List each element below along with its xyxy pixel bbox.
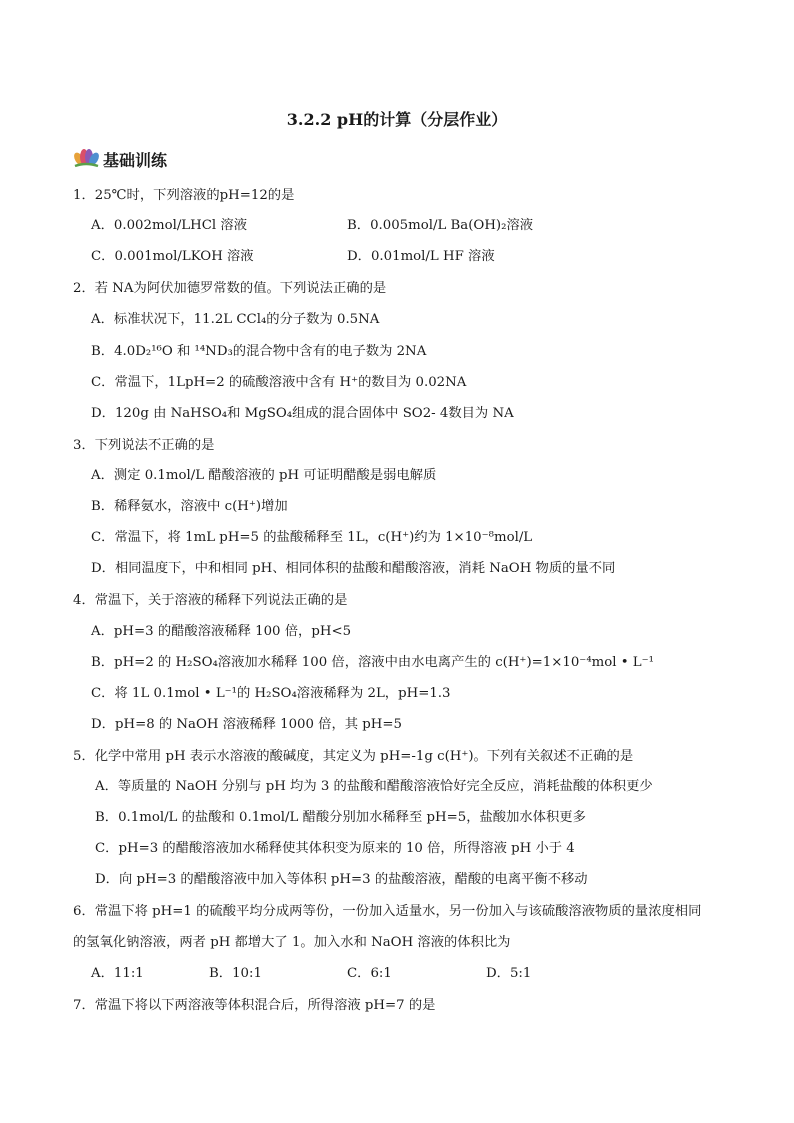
question-1-option-b: B．0.005mol/L Ba(OH)₂溶液 [347, 218, 534, 233]
question-6-option-c: C．6:1 [347, 966, 392, 981]
question-3-option-a: A．测定 0.1mol/L 醋酸溶液的 pH 可证明醋酸是弱电解质 [91, 468, 437, 483]
question-2-option-a: A．标准状况下，11.2L CCl₄的分子数为 0.5NA [91, 312, 380, 327]
question-2-option-b: B．4.0D₂¹⁶O 和 ¹⁴ND₃的混合物中含有的电子数为 2NA [91, 344, 427, 359]
question-4-option-c: C．将 1L 0.1mol • L⁻¹的 H₂SO₄溶液稀释为 2L，pH=1.3 [91, 686, 451, 701]
question-5-option-d: D．向 pH=3 的醋酸溶液中加入等体积 pH=3 的盐酸溶液，醋酸的电离平衡不移动 [95, 872, 588, 887]
question-5-option-c: C．pH=3 的醋酸溶液加水稀释使其体积变为原来的 10 倍，所得溶液 pH 小于 4 [95, 841, 575, 856]
section-label: 基础训练 [103, 150, 168, 170]
question-5-option-b: B．0.1mol/L 的盐酸和 0.1mol/L 醋酸分别加水稀释至 pH=5，盐酸加水体积更多 [95, 810, 586, 825]
question-4-option-b: B．pH=2 的 H₂SO₄溶液加水稀释 100 倍，溶液中由水电离产生的 c(H⁺)=1×10⁻⁴mol • L⁻¹ [91, 655, 654, 670]
question-6-stem-line-1: 6．常温下将 pH=1 的硫酸平均分成两等份，一份加入适量水，另一份加入与该硫酸溶液物质的量浓度相同 [73, 904, 702, 919]
question-3-option-d: D．相同温度下，中和相同 pH、相同体积的盐酸和醋酸溶液，消耗 NaOH 物质的量不同 [91, 561, 616, 576]
question-1-option-c: C．0.001mol/LKOH 溶液 [91, 249, 254, 264]
question-4-stem: 4．常温下，关于溶液的稀释下列说法正确的是 [73, 593, 348, 608]
question-5-stem: 5．化学中常用 pH 表示水溶液的酸碱度，其定义为 pH=-1g c(H⁺)。下列有关叙述不正确的是 [73, 749, 634, 764]
question-1-stem: 1．25℃时，下列溶液的pH=12的是 [73, 188, 295, 203]
question-3-option-c: C．常温下，将 1mL pH=5 的盐酸稀释至 1L，c(H⁺)约为 1×10⁻⁸mol/L [91, 530, 533, 545]
question-2-option-c: C．常温下，1LpH=2 的硫酸溶液中含有 H⁺的数目为 0.02NA [91, 375, 467, 390]
question-6-option-d: D．5:1 [486, 966, 532, 981]
question-1-option-d: D．0.01mol/L HF 溶液 [347, 249, 495, 264]
question-2-option-d: D．120g 由 NaHSO₄和 MgSO₄组成的混合固体中 SO2- 4数目为 NA [91, 406, 514, 421]
question-4-option-a: A．pH=3 的醋酸溶液稀释 100 倍，pH<5 [91, 624, 352, 639]
question-6-option-a: A．11:1 [91, 966, 144, 981]
question-3-stem: 3．下列说法不正确的是 [73, 438, 215, 453]
section-header [73, 146, 167, 172]
question-7-stem: 7．常温下将以下两溶液等体积混合后，所得溶液 pH=7 的是 [73, 998, 436, 1013]
question-5-option-a: A．等质量的 NaOH 分别与 pH 均为 3 的盐酸和醋酸溶液恰好完全反应，消耗盐酸的体积更少 [95, 779, 653, 794]
question-2-stem: 2．若 NA为阿伏加德罗常数的值。下列说法正确的是 [73, 281, 387, 296]
question-6-stem-line-2: 的氢氧化钠溶液，两者 pH 都增大了 1。加入水和 NaOH 溶液的体积比为 [73, 935, 511, 950]
page-title: 3.2.2 pH的计算（分层作业） [286, 110, 508, 129]
question-6-option-b: B．10:1 [209, 966, 262, 981]
question-4-option-d: D．pH=8 的 NaOH 溶液稀释 1000 倍，其 pH=5 [91, 717, 403, 732]
question-3-option-b: B．稀释氨水，溶液中 c(H⁺)增加 [91, 499, 288, 514]
flower-icon [73, 148, 99, 170]
question-1-option-a: A．0.002mol/LHCl 溶液 [91, 218, 247, 233]
